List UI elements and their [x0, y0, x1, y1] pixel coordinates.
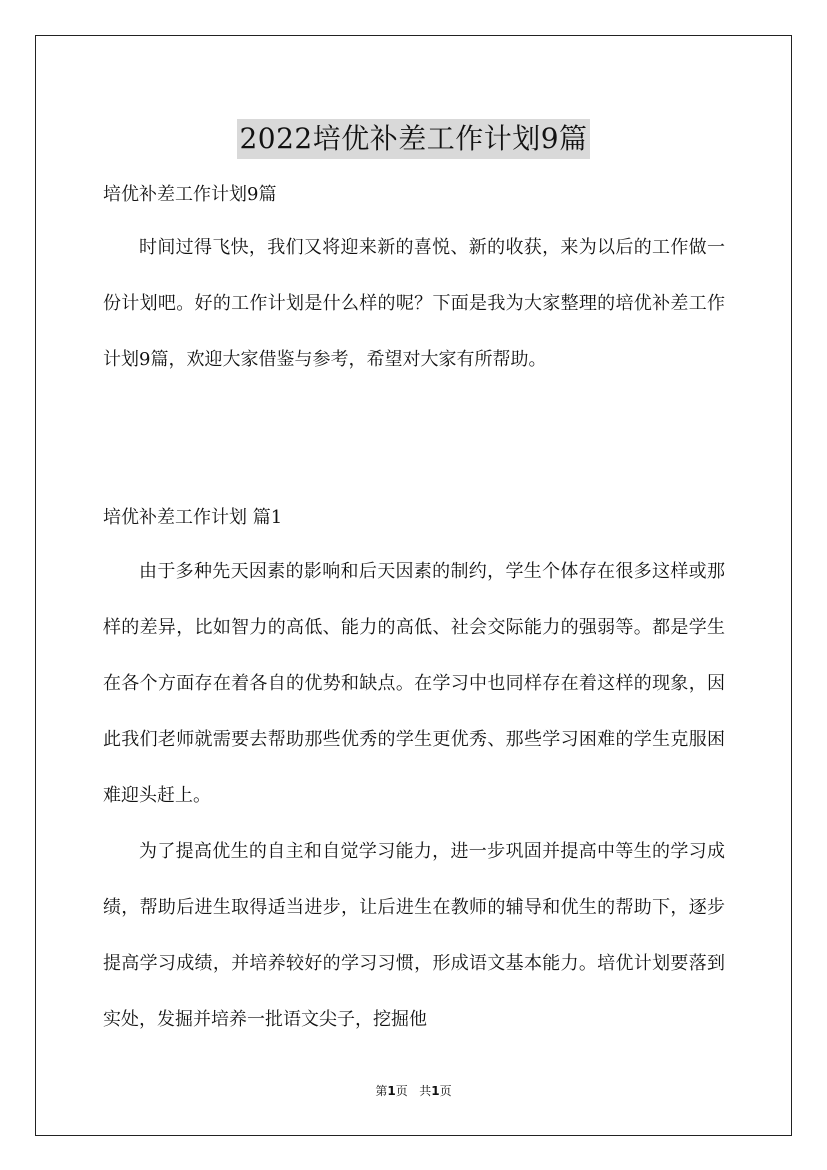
section1-body [103, 544, 725, 1048]
intro-heading: 培优补差工作计划9篇 [103, 184, 277, 205]
page-prefix: 第 [375, 1084, 388, 1098]
page-suffix: 页 [395, 1084, 408, 1098]
document-title: 2022培优补差工作计划9篇 [237, 119, 589, 159]
page-number: 1 [387, 1084, 396, 1098]
intro-paragraph: 时间过得飞快，我们又将迎来新的喜悦、新的收获，来为以后的工作做一份计划吧。好的工作计划是什么样的呢？下面是我为大家整理的培优补差工作计划9篇，欢迎大家借鉴与参考，希望对大家有所帮助。 [103, 237, 725, 370]
total-pages: 1 [431, 1084, 440, 1098]
title-container [0, 100, 827, 178]
page-footer [0, 1083, 827, 1099]
total-suffix: 页 [439, 1084, 452, 1098]
intro-section [103, 220, 725, 388]
total-prefix: 共 [419, 1084, 432, 1098]
section1-paragraph-1: 由于多种先天因素的影响和后天因素的制约，学生个体存在很多这样或那样的差异，比如智力的高低、能力的高低、社会交际能力的强弱等。都是学生在各个方面存在着各自的优势和缺点。在学习中也同样存在着这样的现象，因此我们老师就需要去帮助那些优秀的学生更优秀、那些学习困难的学生克服困难迎头赶上。 [103, 561, 725, 806]
section1-heading: 培优补差工作计划 篇1 [103, 507, 283, 528]
section1-paragraph-2: 为了提高优生的自主和自觉学习能力，进一步巩固并提高中等生的学习成绩，帮助后进生取得适当进步，让后进生在教师的辅导和优生的帮助下，逐步提高学习成绩，并培养较好的学习习惯，形成语文基本能力。培优计划要落到实处，发掘并培养一批语文尖子，挖掘他 [103, 841, 725, 1030]
